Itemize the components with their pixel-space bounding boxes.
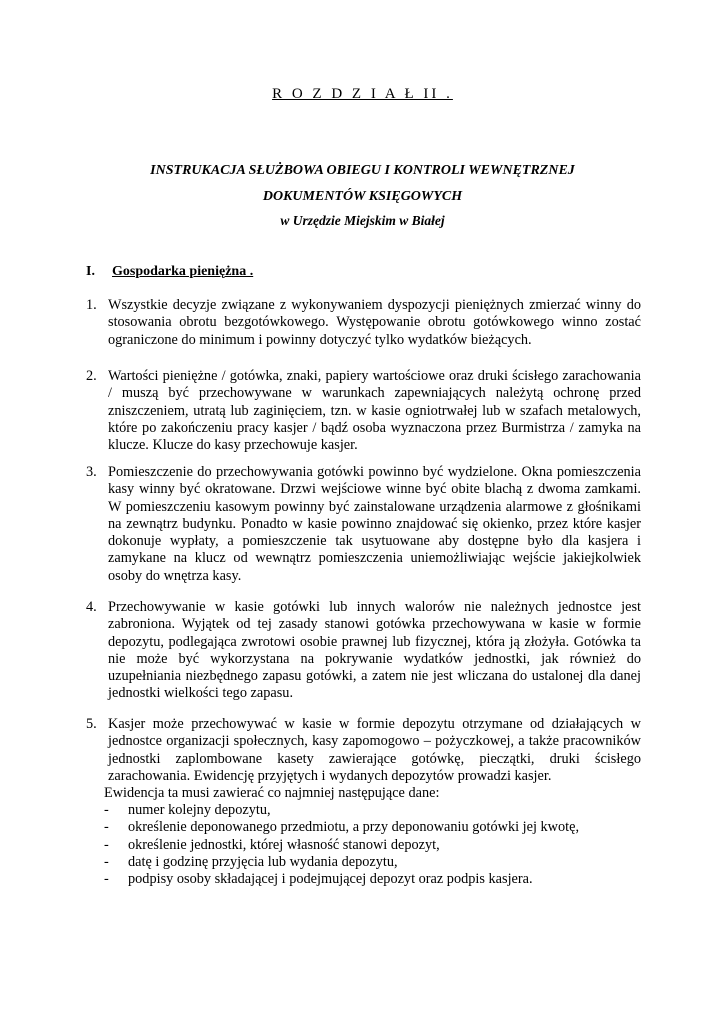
dash-marker: -: [104, 853, 109, 870]
title-line-2: DOKUMENTÓW KSIĘGOWYCH: [262, 189, 463, 204]
evidence-item-text: podpisy osoby składającej i podejmującej depozyt oraz podpis kasjera.: [128, 871, 533, 888]
list-item-text: Wartości pieniężne / gotówka, znaki, papiery wartościowe oraz druki ścisłego zarachowania / muszą być przechowywane w warunkach zapewniających należytą ochronę przed zniszczeniem, utratą lub zaginięciem, tzn. w kasie ogniotrwałej lub w szafach metalowych, które po zakończeniu pracy kasjer / bądź osoba wyznaczona przez Burmistrza / zamyka na klucze. Klucze do kasy przechowuje kasjer.: [108, 368, 641, 454]
section-heading: [86, 264, 253, 280]
evidence-item: [104, 837, 644, 854]
evidence-item-text: numer kolejny depozytu,: [128, 802, 271, 818]
list-item: [86, 297, 641, 349]
list-item-number: 1.: [86, 297, 97, 313]
evidence-item: [104, 871, 644, 888]
list-item-text: Pomieszczenie do przechowywania gotówki powinno być wydzielone. Okna pomieszczenia kasy winny być okratowane. Drzwi wejściowe winne być obite blachą z dwoma zamkami. W pomieszczeniu kasowym powinny być zainstalowane urządzenia alarmowe z głośnikami na zewnątrz budynku. Ponadto w kasie powinno znajdować się okienko, przez które kasjer dokonuje wypłaty, a pomieszczenie tak usytuowane aby dostępne było dla kasjera i zamykane na klucz od wewnątrz pomieszczenia uniemożliwiając wejście jakiejkolwiek osoby do wnętrza kasy.: [108, 464, 641, 584]
title-line-3: w Urzędzie Miejskim w Białej: [280, 213, 445, 228]
list-item-text: Wszystkie decyzje związane z wykonywaniem dyspozycji pieniężnych zmierzać winny do stosowania obrotu bezgotówkowego. Występowanie obrotu gotówkowego winno zostać ograniczone do minimum i powinny dotyczyć tylko wydatków bieżących.: [108, 297, 641, 348]
list-item-number: 4.: [86, 599, 97, 615]
evidence-intro: Ewidencja ta musi zawierać co najmniej następujące dane:: [104, 785, 440, 801]
section-number: I.: [86, 264, 95, 279]
list-item-number: 3.: [86, 464, 97, 480]
chapter-heading: [0, 86, 725, 103]
evidence-item-text: określenie jednostki, której własność stanowi depozyt,: [128, 836, 440, 853]
list-item: [86, 599, 641, 703]
dash-marker: -: [104, 802, 109, 818]
dash-marker: -: [104, 836, 109, 853]
list-item-text: Kasjer może przechowywać w kasie w formie depozytu otrzymane od działających w jednostce organizacji społecznych, kasy zapomogowo – pożyczkowej, a także pracowników jednostki zaplombowane kasety zawierające gotówkę, pieczątki, druki ścisłego zarachowania. Ewidencję przyjętych i wydanych depozytów prowadzi kasjer.: [108, 716, 641, 784]
title-line-1: INSTRUKACJA SŁUŻBOWA OBIEGU I KONTROLI WEWNĘTRZNEJ: [150, 163, 575, 178]
dash-marker: -: [104, 871, 109, 888]
dash-marker: -: [104, 819, 109, 836]
list-item: [86, 716, 641, 785]
list-item: [86, 464, 641, 585]
list-item: [86, 368, 641, 454]
evidence-item-text: określenie deponowanego przedmiotu, a przy deponowaniu gotówki jej kwotę,: [128, 819, 580, 836]
chapter-heading-text: R O Z D Z I A Ł II .: [272, 86, 453, 102]
evidence-item-text: datę i godzinę przyjęcia lub wydania depozytu,: [128, 853, 398, 870]
evidence-list: [104, 802, 644, 888]
evidence-item: [104, 802, 644, 819]
list-item-number: 2.: [86, 368, 97, 384]
list-item-text: Przechowywanie w kasie gotówki lub innych walorów nie należnych jednostce jest zabroniona. Wyjątek od tej zasady stanowi gotówka przechowywana w kasie w formie depozytu, podlegająca zwrotowi osobie prawnej lub fizycznej, która ją złożyła. Gotówka ta nie może być wykorzystana na pokrywanie wydatków jednostki, jak również do uzupełniania niezbędnego zapasu gotówki, a zatem nie jest wliczana do ustalonej dla danej jednostki wielkości tego zapasu.: [108, 599, 641, 702]
section-label: Gospodarka pieniężna .: [112, 264, 254, 279]
evidence-item: [104, 854, 644, 871]
list-item-number: 5.: [86, 716, 97, 732]
evidence-item: [104, 819, 644, 836]
